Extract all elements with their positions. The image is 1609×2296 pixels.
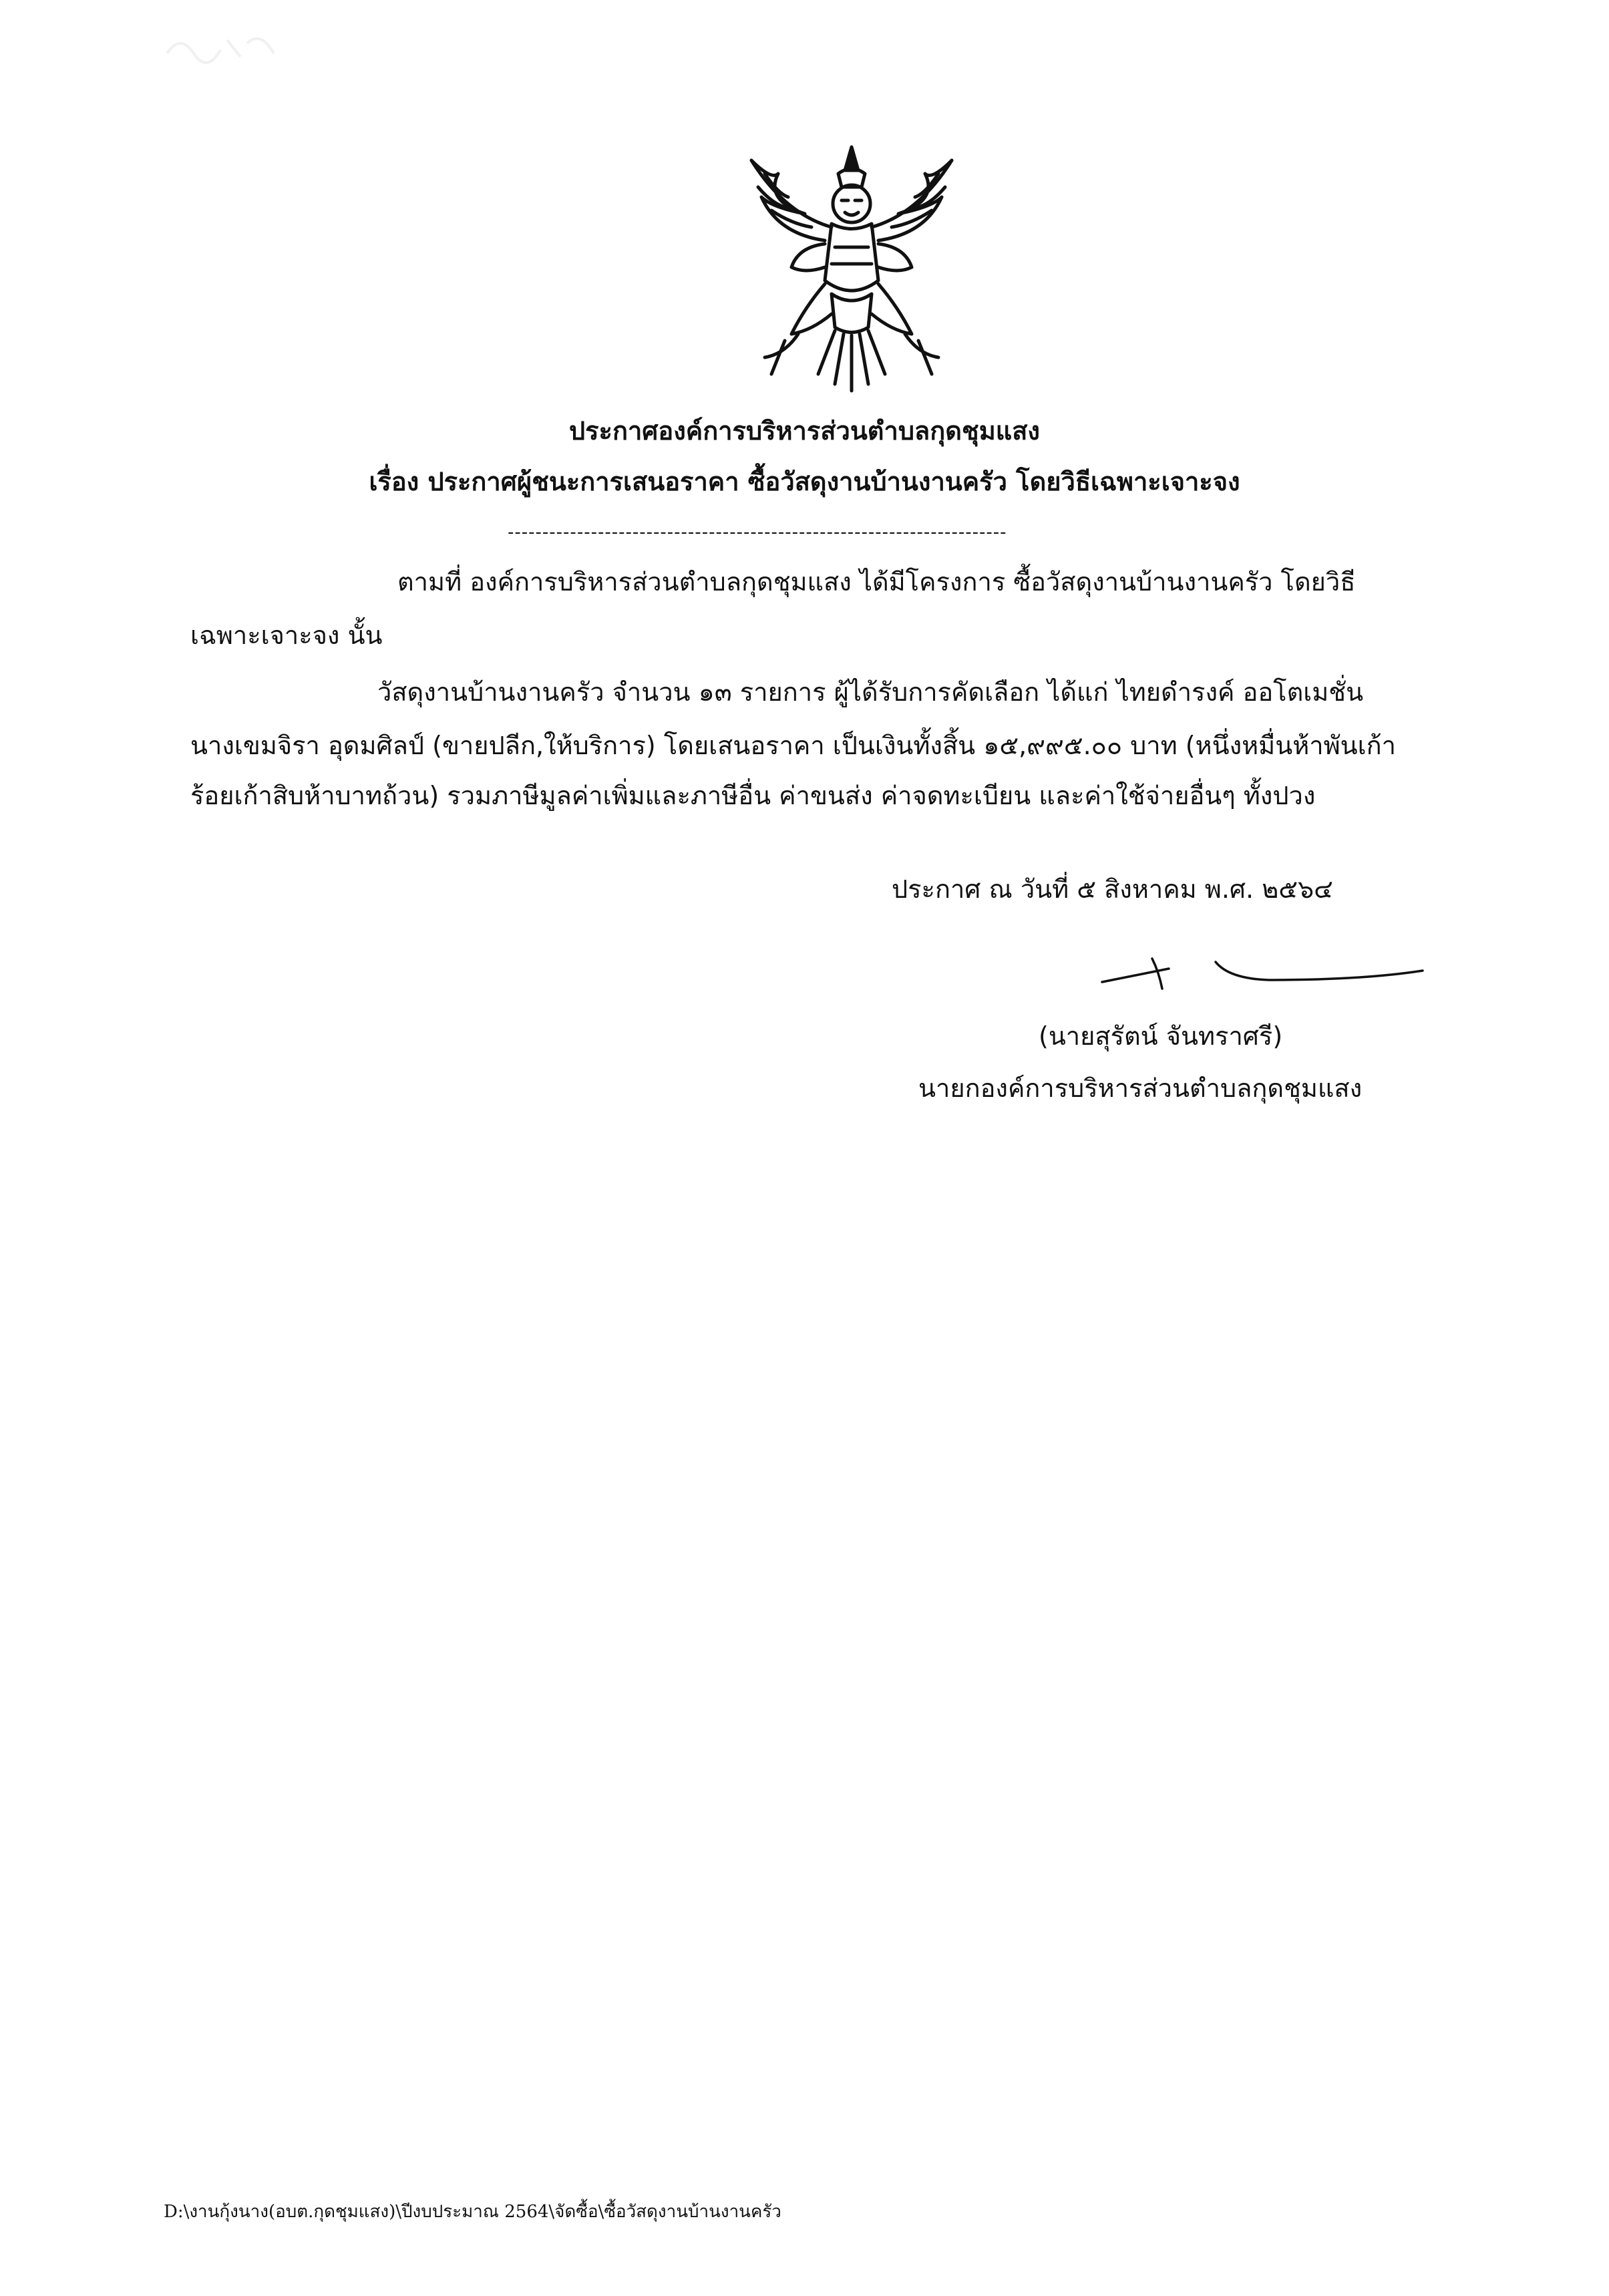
file-path-footer: D:\งานกุ้งนาง(อบต.กุดชุมแสง)\ปีงบประมาณ 2564\จัดซื้อ\ซื้อวัสดุงานบ้านงานครัว bbox=[164, 2202, 781, 2222]
paragraph-2-line-2: นางเขมจิรา อุดมศิลป์ (ขายปลีก,ให้บริการ) โดยเสนอราคา เป็นเงินทั้งสิ้น ๑๕,๙๙๕.๐๐ บาท (หนึ่งหมื่นห้าพันเก้า bbox=[190, 731, 1396, 760]
paragraph-1-line-1: ตามที่ องค์การบริหารส่วนตำบลกุดชุมแสง ได้มีโครงการ ซื้อวัสดุงานบ้านงานครัว โดยวิธี bbox=[397, 567, 1356, 597]
garuda-emblem-icon bbox=[725, 134, 978, 401]
signatory-name: (นายสุรัตน์ จันทราศรี) bbox=[1039, 1021, 1283, 1051]
paragraph-1-line-2: เฉพาะเจาะจง นั้น bbox=[190, 621, 383, 650]
paragraph-2-line-1: วัสดุงานบ้านงานครัว จำนวน ๑๓ รายการ ผู้ได้รับการคัดเลือก ได้แก่ ไทยดำรงค์ ออโตเมชั่น bbox=[377, 677, 1364, 707]
announcement-title: ประกาศองค์การบริหารส่วนตำบลกุดชุมแสง bbox=[569, 416, 1040, 446]
signature-mark bbox=[1095, 945, 1429, 999]
signatory-position: นายกองค์การบริหารส่วนตำบลกุดชุมแสง bbox=[918, 1074, 1363, 1103]
paragraph-2-line-3: ร้อยเก้าสิบห้าบาทถ้วน) รวมภาษีมูลค่าเพิ่มและภาษีอื่น ค่าขนส่ง ค่าจดทะเบียน และค่าใช้จ่ายอื่นๆ ทั้งปวง bbox=[190, 781, 1316, 810]
separator-line: ------------------------------------------------------------------------ bbox=[508, 522, 1007, 542]
announcement-date: ประกาศ ณ วันที่ ๕ สิงหาคม พ.ศ. ๒๕๖๔ bbox=[892, 874, 1333, 904]
faint-handwritten-mark bbox=[160, 27, 294, 67]
announcement-subject: เรื่อง ประกาศผู้ชนะการเสนอราคา ซื้อวัสดุงานบ้านงานครัว โดยวิธีเฉพาะเจาะจง bbox=[369, 467, 1240, 496]
